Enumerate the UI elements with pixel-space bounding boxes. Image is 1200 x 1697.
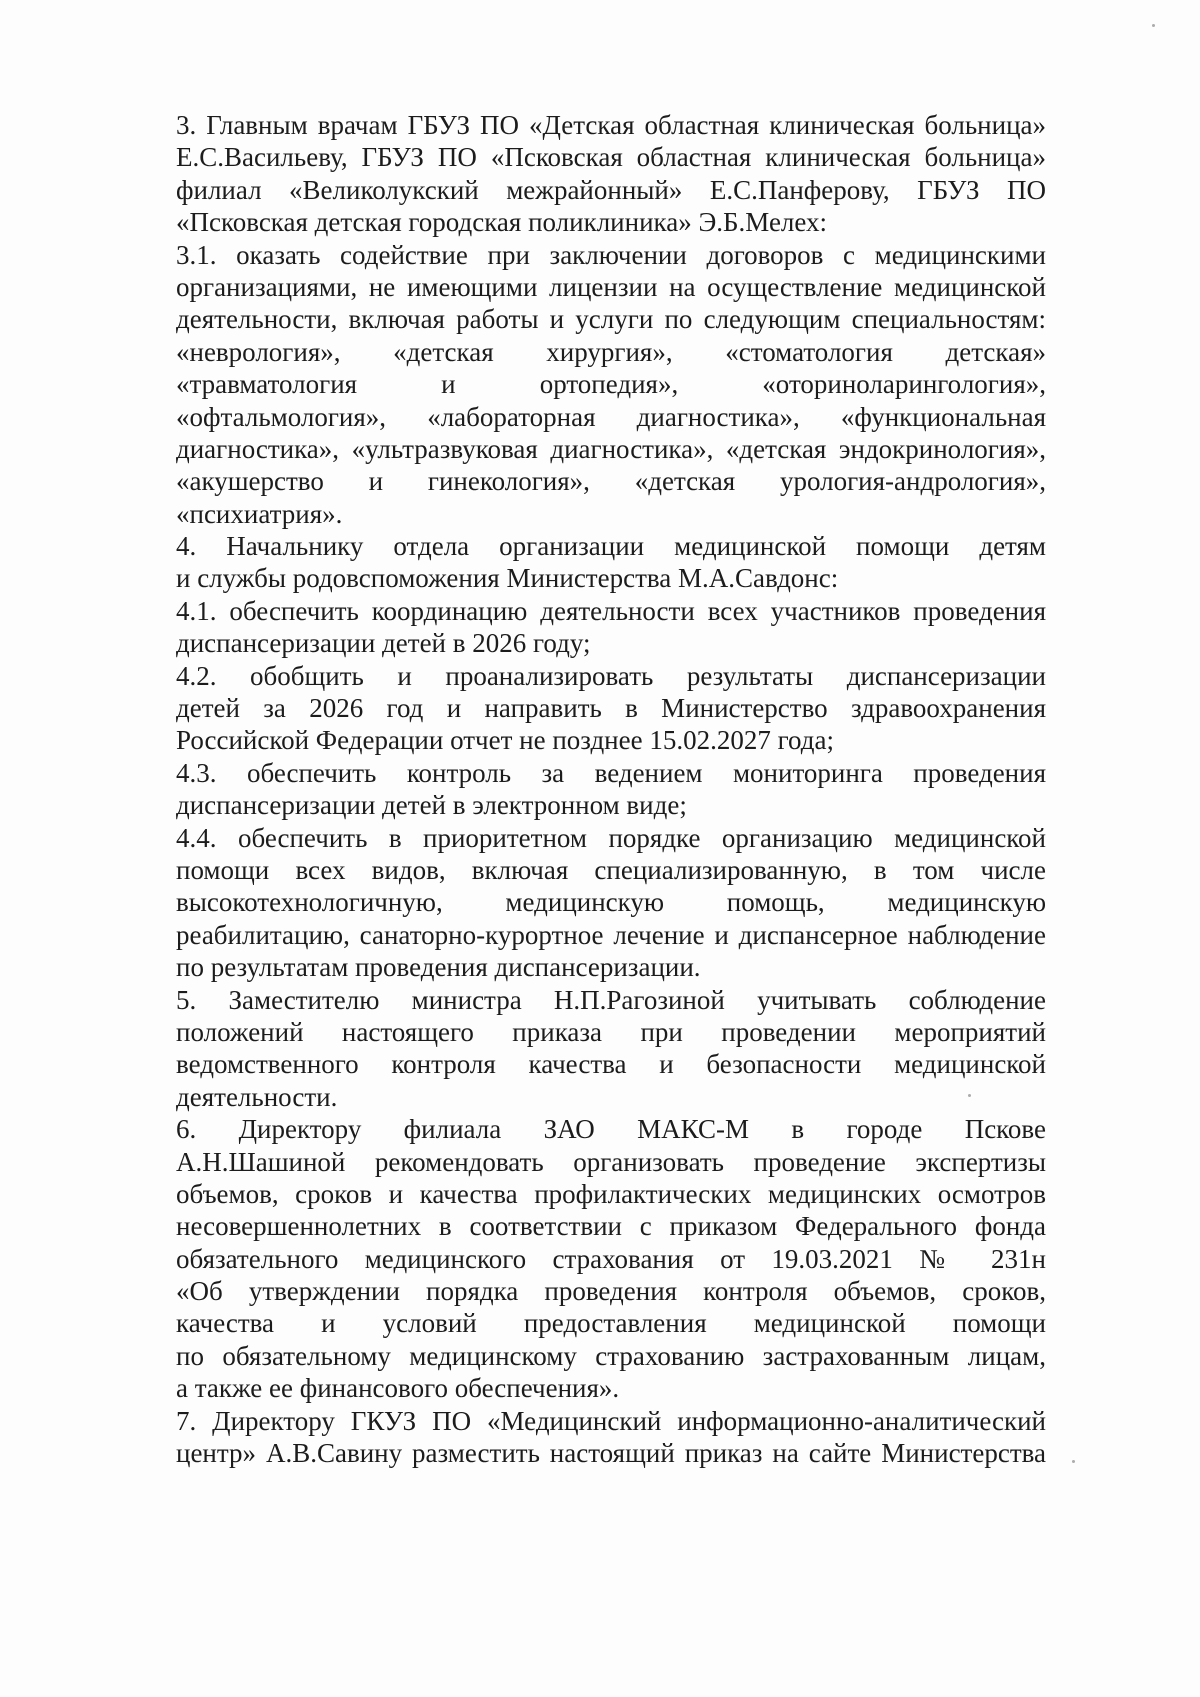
text-line: организациями, не имеющими лицензии на осуществление медицинской <box>176 271 1046 302</box>
text-line: 3. Главным врачам ГБУЗ ПО «Детская областная клиническая больница» <box>176 110 1046 140</box>
text-line: деятельности, включая работы и услуги по следующим специальностям: <box>176 304 1046 335</box>
document-body <box>176 109 1046 1469</box>
text-line: реабилитацию, санаторно-курортное лечение и диспансерное наблюдение <box>176 919 1046 950</box>
text-line: качества и условий предоставления медицинской помощи <box>176 1308 1046 1339</box>
text-line: положений настоящего приказа при проведении мероприятий <box>176 1016 1046 1047</box>
text-line: 4. Начальнику отдела организации медицинской помощи детям <box>176 531 1046 562</box>
text-line: диагностика», «ультразвуковая диагностика», «детская эндокринология», <box>176 433 1046 464</box>
text-line: «неврология», «детская хирургия», «стоматология детская» <box>176 336 1046 367</box>
text-line: по обязательному медицинскому страхованию застрахованным лицам, <box>176 1340 1046 1371</box>
text-line: 4.2. обобщить и проанализировать результаты диспансеризации <box>176 660 1046 691</box>
text-line: 5. Заместителю министра Н.П.Рагозиной учитывать соблюдение <box>176 984 1046 1015</box>
text-line: объемов, сроков и качества профилактических медицинских осмотров <box>176 1178 1046 1209</box>
text-line: Е.С.Васильеву, ГБУЗ ПО «Псковская областная клиническая больница» <box>176 142 1046 173</box>
text-line: ведомственного контроля качества и безопасности медицинской <box>176 1049 1046 1080</box>
text-line: центр» А.В.Савину разместить настоящий приказ на сайте Министерства <box>176 1438 1046 1469</box>
text-line: Российской Федерации отчет не позднее 15.02.2027 года; <box>176 725 834 756</box>
text-line: 4.4. обеспечить в приоритетном порядке организацию медицинской <box>176 822 1046 853</box>
text-line: и службы родовспоможения Министерства М.А.Савдонс: <box>176 563 839 594</box>
scan-speck <box>1152 24 1155 27</box>
text-line: 6. Директору филиала ЗАО МАКС-М в городе Пскове <box>176 1114 1046 1145</box>
text-line: «Псковская детская городская поликлиника» Э.Б.Мелех: <box>176 207 828 238</box>
text-line: детей за 2026 год и направить в Министерство здравоохранения <box>176 693 1046 724</box>
text-line: 7. Директору ГКУЗ ПО «Медицинский информационно-аналитический <box>176 1405 1046 1436</box>
text-line: «акушерство и гинекология», «детская урология-андрология», <box>176 466 1046 497</box>
text-line: а также ее финансового обеспечения». <box>176 1373 620 1404</box>
text-line: 3.1. оказать содействие при заключении договоров с медицинскими <box>176 239 1046 270</box>
text-line: «психиатрия». <box>176 498 343 529</box>
text-line: диспансеризации детей в 2026 году; <box>176 628 591 659</box>
text-line: по результатам проведения диспансеризации. <box>176 952 701 983</box>
text-line: диспансеризации детей в электронном виде; <box>176 790 687 821</box>
text-line: деятельности. <box>176 1081 338 1112</box>
scan-speck <box>1072 1460 1075 1463</box>
text-line: филиал «Великолукский межрайонный» Е.С.Панферову, ГБУЗ ПО <box>176 174 1046 205</box>
text-line: 4.3. обеспечить контроль за ведением мониторинга проведения <box>176 757 1046 788</box>
text-line: помощи всех видов, включая специализированную, в том числе <box>176 854 1046 885</box>
text-line: «травматология и ортопедия», «оториноларингология», <box>176 369 1046 400</box>
text-line: несовершеннолетних в соответствии с приказом Федерального фонда <box>176 1211 1046 1242</box>
text-line: «Об утверждении порядка проведения контроля объемов, сроков, <box>176 1276 1046 1307</box>
text-line: «офтальмология», «лабораторная диагностика», «функциональная <box>176 401 1046 432</box>
text-line: А.Н.Шашиной рекомендовать организовать проведение экспертизы <box>176 1146 1046 1177</box>
text-line: высокотехнологичную, медицинскую помощь, медицинскую <box>176 887 1046 918</box>
text-line: обязательного медицинского страхования от 19.03.2021 № 231н <box>176 1243 1046 1274</box>
text-line: 4.1. обеспечить координацию деятельности всех участников проведения <box>176 595 1046 626</box>
